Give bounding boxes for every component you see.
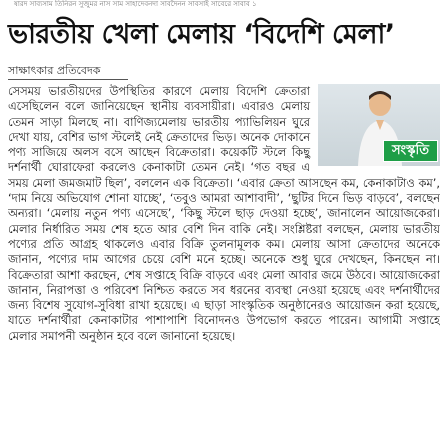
page-title: ভারতীয় খেলা মেলায় ‘বিদেশি মেলা’ <box>8 19 395 50</box>
byline-underline <box>8 79 128 80</box>
category-badge: সংস্কৃতি <box>383 140 438 162</box>
article-body <box>8 84 440 424</box>
top-strip-text: ষারদ সাব্যসাম তিনিরন সুজুমর নাস সাম সাহাদেবনদা সাবদৈনন সাবসাই সাবেরে সাবাব ১ <box>14 0 257 8</box>
byline: সাক্ষাৎকার প্রতিবেদক <box>8 64 101 77</box>
article-text: সেসময় ভারতীয়দের উপস্থিতির কারণে মেলায় বিদেশি ক্রেতারা এসেছিলেন বলে জানিয়েছেন স্থানীয় ব্যবসায়ীরা। এবারও মেলায় তেমন সাড়া মিলছে না। বাণিজ্যমেলায় ভারতীয় প্যাভিলিয়ন ঘুরে দেখা যায়, বেশির ভাগ স্টলেই নেই ক্রেতাদের ভিড়। অনেক দোকানে পণ্য সাজিয়ে অলস বসে আছেন বিক্রেতারা। কয়েকটি স্টলে কিছু দর্শনার্থী ঘোরাফেরা করলেও কেনাকাটা তেমন নেই। ‘গত বছর এ সময় মেলা জমজমাট ছিল’, বললেন এক বিক্রেতা। ‘এবার ক্রেতা আসছেন কম, কেনাকাটাও কম’, ‘দাম নিয়ে অভিযোগ শোনা যাচ্ছে’, ‘তবুও আমরা আশাবাদী’, ‘ছুটির দিনে ভিড় বাড়বে’, বলছেন অন্যরা। ‘মেলায় নতুন পণ্য এসেছে’, ‘কিছু স্টলে ছাড় দেওয়া হচ্ছে’, জানালেন আয়োজকেরা। মেলার নির্ধারিত সময় শেষ হতে আর বেশি দিন বাকি নেই। সংশ্লিষ্টরা বলছেন, মেলায় ভারতীয় পণ্যের প্রতি আগ্রহ থাকলেও এবার বিক্রি তুলনামূলক কম। মেলায় আসা ক্রেতাদের অনেকে জানান, পণ্যের দাম আগের চেয়ে বেশি মনে হচ্ছে। অনেকে শুধু ঘুরে দেখছেন, কিনছেন না। বিক্রেতারা আশা করছেন, শেষ সপ্তাহে বিক্রি বাড়বে এবং মেলা আবার জমে উঠবে। আয়োজকেরা জানান, নিরাপত্তা ও পরিবেশ নিশ্চিত করতে সব ধরনের ব্যবস্থা নেওয়া হয়েছে এবং দর্শনার্থীদের জন্য বিশেষ সুযোগ-সুবিধা রাখা হয়েছে। এ ছাড়া সাংস্কৃতিক অনুষ্ঠানেরও আয়োজন করা হয়েছে, যাতে দর্শনার্থীরা কেনাকাটার পাশাপাশি বিনোদনও উপভোগ করতে পারেন। আগামী সপ্তাহে মেলার সমাপনী অনুষ্ঠান হবে বলে জানানো হয়েছে। <box>8 84 440 343</box>
article-photo <box>318 84 440 166</box>
